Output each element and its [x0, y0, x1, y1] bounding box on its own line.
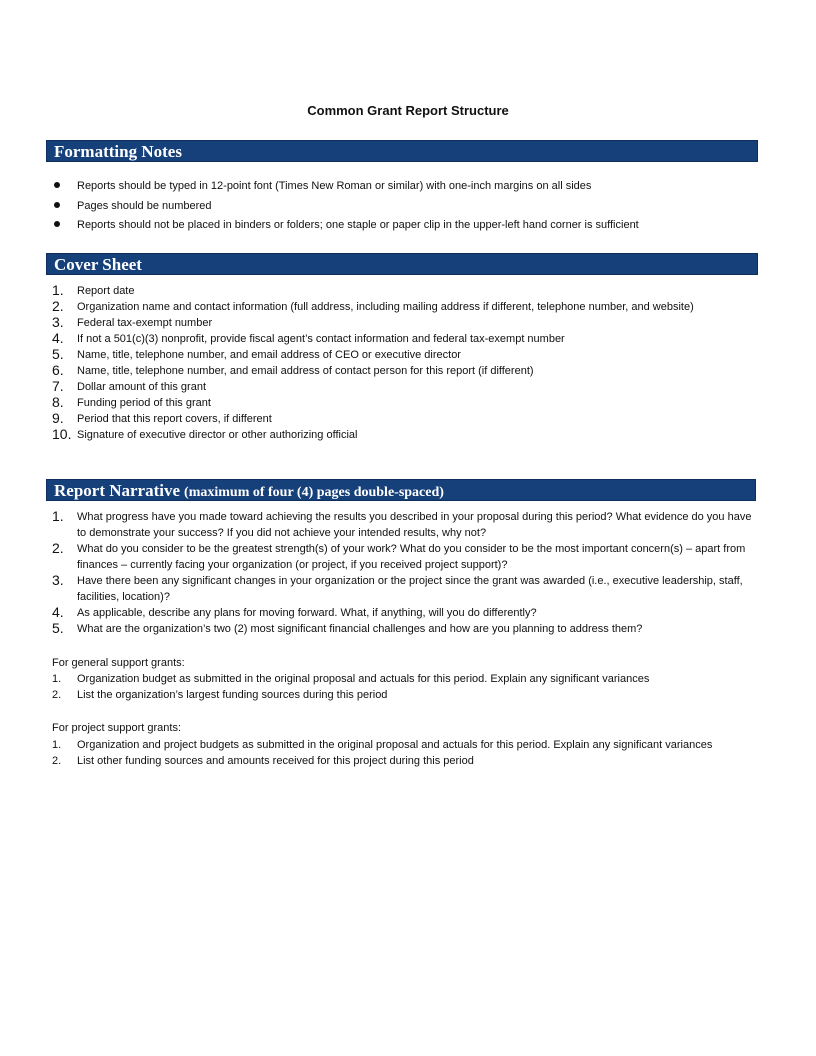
section-subheading: (maximum of four (4) pages double-spaced): [184, 485, 444, 500]
bullet-icon: [54, 202, 60, 208]
section-header-cover-sheet: [46, 253, 758, 275]
list-item: 1. Organization and project budgets as submitted in the original proposal and actuals for this period. Explain any significant variances: [52, 739, 713, 751]
list-item: 9. Period that this report covers, if different: [52, 410, 272, 426]
report-narrative-list: [52, 509, 757, 637]
project-support-label: For project support grants:: [52, 722, 182, 734]
list-item: 5. Name, title, telephone number, and email address of CEO or executive director: [52, 346, 461, 362]
list-item: 2. List other funding sources and amounts received for this project during this period: [52, 755, 474, 767]
bullet-icon: [54, 182, 60, 188]
cover-sheet-list: [52, 283, 757, 443]
list-item: 4. As applicable, describe any plans for moving forward. What, if anything, will you do differently?: [52, 604, 537, 620]
list-item: 2. What do you consider to be the greatest strength(s) of your work? What do you consider to be the most important concern(s) – apart from finances – currently facing your organization (or project, if you received project support)?: [52, 540, 746, 571]
list-item: 6. Name, title, telephone number, and email address of contact person for this report (if different): [52, 362, 534, 378]
list-item: 1. What progress have you made toward achieving the results you described in your proposal during this period? What evidence do you have to demonstrate your success? If you did not achieve your intended results, why not?: [52, 508, 752, 539]
list-item: 2. List the organization’s largest funding sources during this period: [52, 689, 388, 701]
document-title: Common Grant Report Structure: [307, 103, 509, 118]
list-item: Reports should not be placed in binders or folders; one staple or paper clip in the upper-left hand corner is sufficient: [52, 219, 762, 232]
list-item: 3. Federal tax-exempt number: [52, 314, 213, 330]
list-item: 1. Organization budget as submitted in the original proposal and actuals for this period. Explain any significant variances: [52, 673, 650, 685]
section-heading: Formatting Notes: [54, 142, 182, 161]
formatting-notes-list: [52, 180, 762, 239]
list-item: 10. Signature of executive director or other authorizing official: [52, 426, 358, 442]
list-item: 1. Report date: [52, 282, 135, 298]
list-item: 2. Organization name and contact information (full address, including mailing address if different, telephone number, and website): [52, 298, 694, 314]
bullet-icon: [54, 221, 60, 227]
section-header-formatting-notes: [46, 140, 758, 162]
general-support-list: [52, 671, 757, 703]
list-item: 7. Dollar amount of this grant: [52, 378, 207, 394]
list-item: Reports should be typed in 12-point font (Times New Roman or similar) with one-inch margins on all sides: [52, 180, 762, 193]
list-item: 3. Have there been any significant changes in your organization or the project since the grant was awarded (i.e., executive leadership, staff, facilities, location)?: [52, 572, 743, 603]
section-heading: Cover Sheet: [54, 255, 142, 274]
section-heading: Report Narrative: [54, 481, 181, 500]
general-support-label: For general support grants:: [52, 657, 185, 669]
list-item: 5. What are the organization’s two (2) most significant financial challenges and how are you planning to address them?: [52, 620, 643, 636]
section-header-report-narrative: [46, 479, 756, 501]
list-item: 4. If not a 501(c)(3) nonprofit, provide fiscal agent’s contact information and federal tax-exempt number: [52, 330, 565, 346]
list-item: Pages should be numbered: [52, 200, 762, 213]
project-support-list: [52, 737, 757, 769]
list-item: 8. Funding period of this grant: [52, 394, 211, 410]
